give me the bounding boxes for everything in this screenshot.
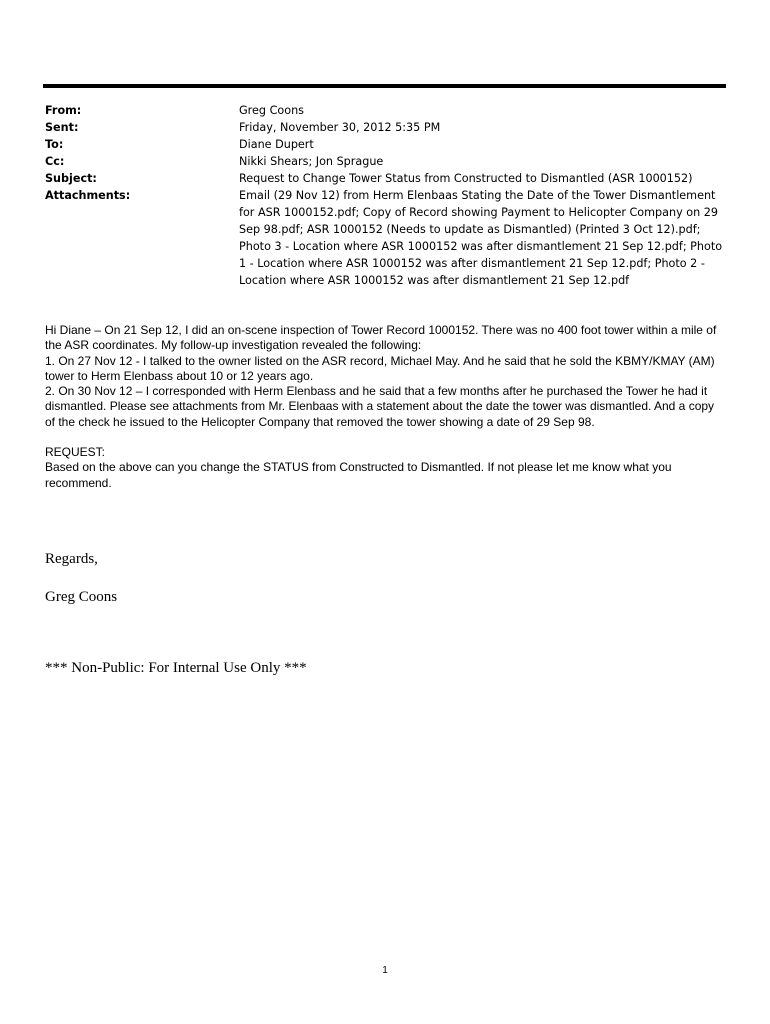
to-row [45, 136, 735, 153]
to-label: To: [45, 138, 64, 151]
subject-value: Request to Change Tower Status from Constructed to Dismantled (ASR 1000152) [239, 172, 693, 185]
attachments-label: Attachments: [45, 189, 131, 202]
attachments-row [45, 187, 735, 289]
subject-row [45, 170, 735, 187]
signature-name: Greg Coons [45, 589, 118, 605]
sent-label: Sent: [45, 121, 79, 134]
confidentiality-notice: *** Non-Public: For Internal Use Only *** [45, 660, 307, 676]
request-label: REQUEST: [45, 445, 106, 460]
body-item-2: 2. On 30 Nov 12 – I corresponded with Herm Elenbass and he said that a few months after he purchased the Tower he had it dismantled. Please see attachments from Mr. Elenbaas with a statement about the date the tower was dismantled. And a copy of the check he issued to the Helicopter Company that removed the tower showing a date of 29 Sep 98. [45, 384, 715, 429]
body-intro: Hi Diane – On 21 Sep 12, I did an on-scene inspection of Tower Record 1000152. There was no 400 foot tower within a mile of the ASR coordinates. My follow-up investigation revealed the following: [45, 323, 717, 353]
attachments-value: Email (29 Nov 12) from Herm Elenbaas Stating the Date of the Tower Dismantlement for ASR 1000152.pdf; Copy of Record showing Payment to Helicopter Company on 29 Sep 98.pdf; ASR 1000152 (Needs to update as Dismantled) (Printed 3 Oct 12).pdf; Photo 3 - Location where ASR 1000152 was after dismantlement 21 Sep 12.pdf; Photo 1 - Location where ASR 1000152 was after dismantlement 21 Sep 12.pdf; Photo 2 - Location where ASR 1000152 was after dismantlement 21 Sep 12.pdf [239, 189, 723, 287]
sent-row [45, 119, 735, 136]
page-number: 1 [382, 965, 388, 976]
cc-value: Nikki Shears; Jon Sprague [239, 155, 384, 168]
email-body [45, 323, 725, 491]
from-row [45, 102, 735, 119]
paragraph-gap [45, 430, 725, 445]
from-label: From: [45, 104, 82, 117]
header-rule [43, 84, 726, 88]
email-header [45, 102, 735, 289]
subject-label: Subject: [45, 172, 97, 185]
cc-label: Cc: [45, 155, 65, 168]
sent-value: Friday, November 30, 2012 5:35 PM [239, 121, 441, 134]
signature-closing: Regards, [45, 551, 98, 567]
request-text: Based on the above can you change the STATUS from Constructed to Dismantled. If not please let me know what you recommend. [45, 460, 672, 490]
body-item-1: 1. On 27 Nov 12 - I talked to the owner listed on the ASR record, Michael May. And he said that he sold the KBMY/KMAY (AM) tower to Herm Elenbass about 10 or 12 years ago. [45, 353, 715, 383]
cc-row [45, 153, 735, 170]
from-value: Greg Coons [239, 104, 304, 117]
to-value: Diane Dupert [239, 138, 314, 151]
